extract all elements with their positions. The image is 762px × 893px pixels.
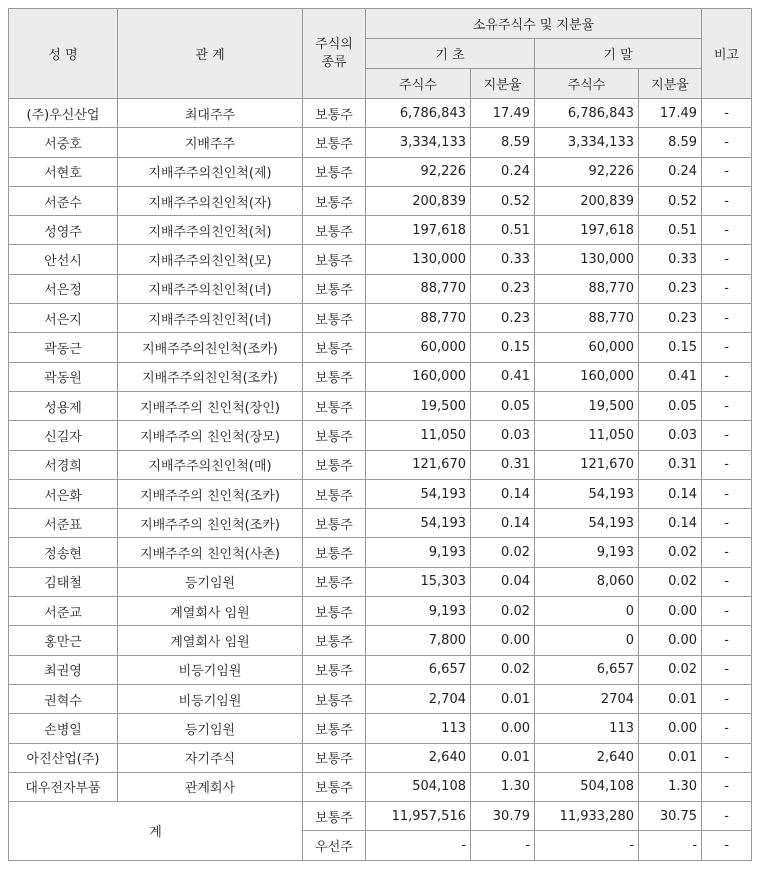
- cell-note: -: [702, 538, 752, 567]
- cell-begin-ratio: 0.23: [471, 304, 535, 333]
- cell-begin-shares: 88,770: [366, 274, 471, 303]
- cell-begin-ratio: 0.01: [471, 684, 535, 713]
- cell-note: -: [702, 421, 752, 450]
- cell-end-ratio: 17.49: [639, 99, 702, 128]
- cell-begin-shares: 200,839: [366, 186, 471, 215]
- cell-stock-type: 보통주: [303, 479, 366, 508]
- cell-note: -: [702, 479, 752, 508]
- table-row: [9, 655, 752, 684]
- cell-relation: 비등기임원: [118, 655, 303, 684]
- cell-end-shares: 0: [535, 626, 639, 655]
- cell-end-ratio: 0.33: [639, 245, 702, 274]
- cell-end-shares: 113: [535, 714, 639, 743]
- cell-name: (주)우신산업: [9, 99, 118, 128]
- cell-end-ratio: 0.31: [639, 450, 702, 479]
- cell-stock-type: 보통주: [303, 450, 366, 479]
- cell-stock-type: 보통주: [303, 391, 366, 420]
- cell-stock-type: 보통주: [303, 626, 366, 655]
- cell-begin-shares: 9,193: [366, 538, 471, 567]
- cell-end-ratio: 0.52: [639, 186, 702, 215]
- cell-begin-ratio: 0.02: [471, 597, 535, 626]
- cell-end-ratio: 0.03: [639, 421, 702, 450]
- table-row: [9, 245, 752, 274]
- cell-stock-type: 보통주: [303, 304, 366, 333]
- cell-end-ratio: 0.24: [639, 157, 702, 186]
- cell-begin-ratio: 0.51: [471, 216, 535, 245]
- total-preferred-type: 우선주: [303, 831, 366, 860]
- header-holding: 소유주식수 및 지분율: [366, 9, 702, 39]
- cell-end-shares: 88,770: [535, 274, 639, 303]
- cell-end-shares: 8,060: [535, 567, 639, 596]
- table-row: [9, 450, 752, 479]
- cell-begin-shares: 9,193: [366, 597, 471, 626]
- cell-end-ratio: 0.51: [639, 216, 702, 245]
- cell-begin-ratio: 0.31: [471, 450, 535, 479]
- cell-relation: 계열회사 임원: [118, 626, 303, 655]
- cell-note: -: [702, 391, 752, 420]
- cell-begin-ratio: 0.24: [471, 157, 535, 186]
- cell-note: -: [702, 743, 752, 772]
- cell-begin-shares: 3,334,133: [366, 128, 471, 157]
- cell-note: -: [702, 99, 752, 128]
- cell-note: -: [702, 684, 752, 713]
- cell-stock-type: 보통주: [303, 597, 366, 626]
- cell-begin-shares: 54,193: [366, 509, 471, 538]
- cell-begin-ratio: 0.23: [471, 274, 535, 303]
- header-begin: 기 초: [366, 39, 535, 69]
- cell-begin-shares: 2,704: [366, 684, 471, 713]
- cell-relation: 지배주주의 친인척(사촌): [118, 538, 303, 567]
- cell-relation: 지배주주의친인척(조카): [118, 362, 303, 391]
- total-preferred-note: -: [702, 831, 752, 860]
- cell-relation: 비등기임원: [118, 684, 303, 713]
- cell-name: 대우전자부품: [9, 772, 118, 801]
- table-row: [9, 626, 752, 655]
- table-row: [9, 186, 752, 215]
- cell-end-shares: 197,618: [535, 216, 639, 245]
- cell-name: 안선시: [9, 245, 118, 274]
- cell-begin-ratio: 0.41: [471, 362, 535, 391]
- cell-note: -: [702, 186, 752, 215]
- cell-name: 서준수: [9, 186, 118, 215]
- cell-begin-shares: 113: [366, 714, 471, 743]
- header-note: 비고: [702, 9, 752, 99]
- cell-end-ratio: 0.01: [639, 743, 702, 772]
- table-row: [9, 99, 752, 128]
- cell-name: 곽동근: [9, 333, 118, 362]
- table-row: [9, 597, 752, 626]
- total-common-end-ratio: 30.75: [639, 802, 702, 831]
- cell-stock-type: 보통주: [303, 538, 366, 567]
- cell-begin-shares: 15,303: [366, 567, 471, 596]
- cell-end-shares: 121,670: [535, 450, 639, 479]
- cell-stock-type: 보통주: [303, 362, 366, 391]
- cell-stock-type: 보통주: [303, 509, 366, 538]
- cell-begin-shares: 2,640: [366, 743, 471, 772]
- cell-relation: 지배주주의 친인척(장인): [118, 391, 303, 420]
- cell-name: 성영주: [9, 216, 118, 245]
- table-row: [9, 157, 752, 186]
- cell-stock-type: 보통주: [303, 274, 366, 303]
- table-row: [9, 538, 752, 567]
- cell-begin-shares: 11,050: [366, 421, 471, 450]
- table-row: [9, 684, 752, 713]
- cell-stock-type: 보통주: [303, 655, 366, 684]
- cell-begin-ratio: 0.00: [471, 714, 535, 743]
- cell-name: 손병일: [9, 714, 118, 743]
- cell-note: -: [702, 772, 752, 801]
- table-body: [9, 99, 752, 802]
- header-begin-shares: 주식수: [366, 69, 471, 99]
- cell-name: 정송현: [9, 538, 118, 567]
- total-common-type: 보통주: [303, 802, 366, 831]
- cell-stock-type: 보통주: [303, 157, 366, 186]
- cell-begin-ratio: 0.02: [471, 655, 535, 684]
- cell-end-ratio: 0.14: [639, 479, 702, 508]
- table-row: [9, 333, 752, 362]
- cell-begin-shares: 19,500: [366, 391, 471, 420]
- cell-begin-ratio: 0.15: [471, 333, 535, 362]
- cell-end-shares: 54,193: [535, 509, 639, 538]
- total-preferred-end-ratio: -: [639, 831, 702, 860]
- cell-note: -: [702, 216, 752, 245]
- header-begin-ratio: 지분율: [471, 69, 535, 99]
- cell-begin-shares: 88,770: [366, 304, 471, 333]
- cell-stock-type: 보통주: [303, 186, 366, 215]
- cell-begin-ratio: 0.03: [471, 421, 535, 450]
- cell-begin-shares: 121,670: [366, 450, 471, 479]
- cell-relation: 계열회사 임원: [118, 597, 303, 626]
- cell-name: 서은화: [9, 479, 118, 508]
- cell-end-ratio: 0.02: [639, 567, 702, 596]
- cell-end-shares: 9,193: [535, 538, 639, 567]
- cell-begin-shares: 160,000: [366, 362, 471, 391]
- cell-end-ratio: 0.00: [639, 714, 702, 743]
- cell-name: 서준표: [9, 509, 118, 538]
- cell-name: 아진산업(주): [9, 743, 118, 772]
- cell-relation: 지배주주의 친인척(장모): [118, 421, 303, 450]
- cell-note: -: [702, 333, 752, 362]
- cell-end-shares: 504,108: [535, 772, 639, 801]
- header-end-ratio: 지분율: [639, 69, 702, 99]
- cell-begin-ratio: 17.49: [471, 99, 535, 128]
- cell-end-shares: 19,500: [535, 391, 639, 420]
- table-row: [9, 304, 752, 333]
- cell-note: -: [702, 450, 752, 479]
- table-row: [9, 567, 752, 596]
- table-row: [9, 421, 752, 450]
- cell-end-shares: 3,334,133: [535, 128, 639, 157]
- cell-name: 서준교: [9, 597, 118, 626]
- shareholding-table: [8, 8, 752, 861]
- cell-begin-ratio: 0.52: [471, 186, 535, 215]
- total-preferred-begin-ratio: -: [471, 831, 535, 860]
- cell-note: -: [702, 626, 752, 655]
- cell-end-shares: 2,640: [535, 743, 639, 772]
- cell-note: -: [702, 655, 752, 684]
- cell-name: 홍만근: [9, 626, 118, 655]
- cell-name: 서은정: [9, 274, 118, 303]
- cell-begin-shares: 6,786,843: [366, 99, 471, 128]
- cell-begin-ratio: 8.59: [471, 128, 535, 157]
- cell-end-ratio: 0.23: [639, 274, 702, 303]
- cell-begin-ratio: 0.14: [471, 509, 535, 538]
- cell-name: 최권영: [9, 655, 118, 684]
- cell-relation: 지배주주의 친인척(조카): [118, 509, 303, 538]
- total-preferred-end-shares: -: [535, 831, 639, 860]
- cell-begin-shares: 7,800: [366, 626, 471, 655]
- cell-begin-ratio: 0.02: [471, 538, 535, 567]
- table-row: [9, 362, 752, 391]
- cell-begin-ratio: 1.30: [471, 772, 535, 801]
- cell-end-ratio: 0.02: [639, 655, 702, 684]
- header-end: 기 말: [535, 39, 702, 69]
- cell-begin-ratio: 0.00: [471, 626, 535, 655]
- cell-end-ratio: 0.05: [639, 391, 702, 420]
- cell-stock-type: 보통주: [303, 99, 366, 128]
- cell-begin-shares: 130,000: [366, 245, 471, 274]
- cell-name: 서은지: [9, 304, 118, 333]
- cell-end-ratio: 0.00: [639, 626, 702, 655]
- total-common-begin-shares: 11,957,516: [366, 802, 471, 831]
- cell-note: -: [702, 714, 752, 743]
- header-name: 성 명: [9, 9, 118, 99]
- cell-end-shares: 6,657: [535, 655, 639, 684]
- cell-name: 서중호: [9, 128, 118, 157]
- cell-name: 김태철: [9, 567, 118, 596]
- cell-relation: 지배주주의친인척(매): [118, 450, 303, 479]
- cell-relation: 지배주주의친인척(조카): [118, 333, 303, 362]
- cell-end-shares: 11,050: [535, 421, 639, 450]
- cell-stock-type: 보통주: [303, 128, 366, 157]
- cell-begin-ratio: 0.01: [471, 743, 535, 772]
- table-row: [9, 216, 752, 245]
- cell-end-shares: 200,839: [535, 186, 639, 215]
- cell-note: -: [702, 597, 752, 626]
- cell-end-shares: 92,226: [535, 157, 639, 186]
- cell-end-ratio: 0.02: [639, 538, 702, 567]
- cell-end-shares: 0: [535, 597, 639, 626]
- table-row: [9, 128, 752, 157]
- cell-note: -: [702, 362, 752, 391]
- cell-stock-type: 보통주: [303, 333, 366, 362]
- cell-name: 서현호: [9, 157, 118, 186]
- cell-end-shares: 2704: [535, 684, 639, 713]
- cell-end-ratio: 0.14: [639, 509, 702, 538]
- cell-end-ratio: 0.41: [639, 362, 702, 391]
- cell-stock-type: 보통주: [303, 714, 366, 743]
- header-end-shares: 주식수: [535, 69, 639, 99]
- cell-end-shares: 160,000: [535, 362, 639, 391]
- cell-end-ratio: 0.00: [639, 597, 702, 626]
- cell-begin-shares: 60,000: [366, 333, 471, 362]
- cell-name: 성용제: [9, 391, 118, 420]
- cell-begin-shares: 54,193: [366, 479, 471, 508]
- cell-end-ratio: 0.23: [639, 304, 702, 333]
- cell-note: -: [702, 509, 752, 538]
- cell-end-ratio: 1.30: [639, 772, 702, 801]
- cell-end-ratio: 0.15: [639, 333, 702, 362]
- cell-stock-type: 보통주: [303, 245, 366, 274]
- total-label: 계: [9, 802, 303, 861]
- table-row: [9, 743, 752, 772]
- total-row-common: [9, 802, 752, 831]
- cell-relation: 관계회사: [118, 772, 303, 801]
- cell-end-ratio: 8.59: [639, 128, 702, 157]
- header-stock-type: 주식의 종류: [303, 9, 366, 99]
- cell-begin-ratio: 0.05: [471, 391, 535, 420]
- cell-note: -: [702, 567, 752, 596]
- cell-note: -: [702, 157, 752, 186]
- cell-stock-type: 보통주: [303, 216, 366, 245]
- table-row: [9, 479, 752, 508]
- cell-begin-shares: 92,226: [366, 157, 471, 186]
- total-common-begin-ratio: 30.79: [471, 802, 535, 831]
- cell-begin-shares: 197,618: [366, 216, 471, 245]
- total-preferred-begin-shares: -: [366, 831, 471, 860]
- cell-name: 곽동원: [9, 362, 118, 391]
- cell-stock-type: 보통주: [303, 772, 366, 801]
- cell-relation: 지배주주의친인척(녀): [118, 274, 303, 303]
- table-row: [9, 391, 752, 420]
- total-section: [9, 802, 752, 861]
- header-relation: 관 계: [118, 9, 303, 99]
- table-row: [9, 714, 752, 743]
- cell-note: -: [702, 128, 752, 157]
- cell-relation: 지배주주의친인척(처): [118, 216, 303, 245]
- cell-relation: 지배주주의친인척(제): [118, 157, 303, 186]
- cell-name: 권혁수: [9, 684, 118, 713]
- cell-stock-type: 보통주: [303, 421, 366, 450]
- cell-end-shares: 6,786,843: [535, 99, 639, 128]
- cell-relation: 등기임원: [118, 714, 303, 743]
- cell-end-shares: 60,000: [535, 333, 639, 362]
- cell-relation: 최대주주: [118, 99, 303, 128]
- cell-relation: 지배주주의친인척(자): [118, 186, 303, 215]
- cell-relation: 지배주주의친인척(모): [118, 245, 303, 274]
- table-row: [9, 509, 752, 538]
- table-row: [9, 772, 752, 801]
- total-common-end-shares: 11,933,280: [535, 802, 639, 831]
- cell-relation: 지배주주의친인척(녀): [118, 304, 303, 333]
- cell-end-shares: 54,193: [535, 479, 639, 508]
- cell-begin-ratio: 0.04: [471, 567, 535, 596]
- cell-stock-type: 보통주: [303, 743, 366, 772]
- cell-begin-shares: 504,108: [366, 772, 471, 801]
- cell-name: 서경희: [9, 450, 118, 479]
- table-row: [9, 274, 752, 303]
- cell-end-shares: 130,000: [535, 245, 639, 274]
- cell-relation: 등기임원: [118, 567, 303, 596]
- cell-note: -: [702, 304, 752, 333]
- cell-note: -: [702, 245, 752, 274]
- cell-end-shares: 88,770: [535, 304, 639, 333]
- cell-end-ratio: 0.01: [639, 684, 702, 713]
- cell-begin-ratio: 0.14: [471, 479, 535, 508]
- cell-stock-type: 보통주: [303, 684, 366, 713]
- total-common-note: -: [702, 802, 752, 831]
- cell-begin-ratio: 0.33: [471, 245, 535, 274]
- cell-note: -: [702, 274, 752, 303]
- cell-name: 신길자: [9, 421, 118, 450]
- cell-stock-type: 보통주: [303, 567, 366, 596]
- cell-relation: 지배주주의 친인척(조카): [118, 479, 303, 508]
- cell-begin-shares: 6,657: [366, 655, 471, 684]
- cell-relation: 자기주식: [118, 743, 303, 772]
- cell-relation: 지배주주: [118, 128, 303, 157]
